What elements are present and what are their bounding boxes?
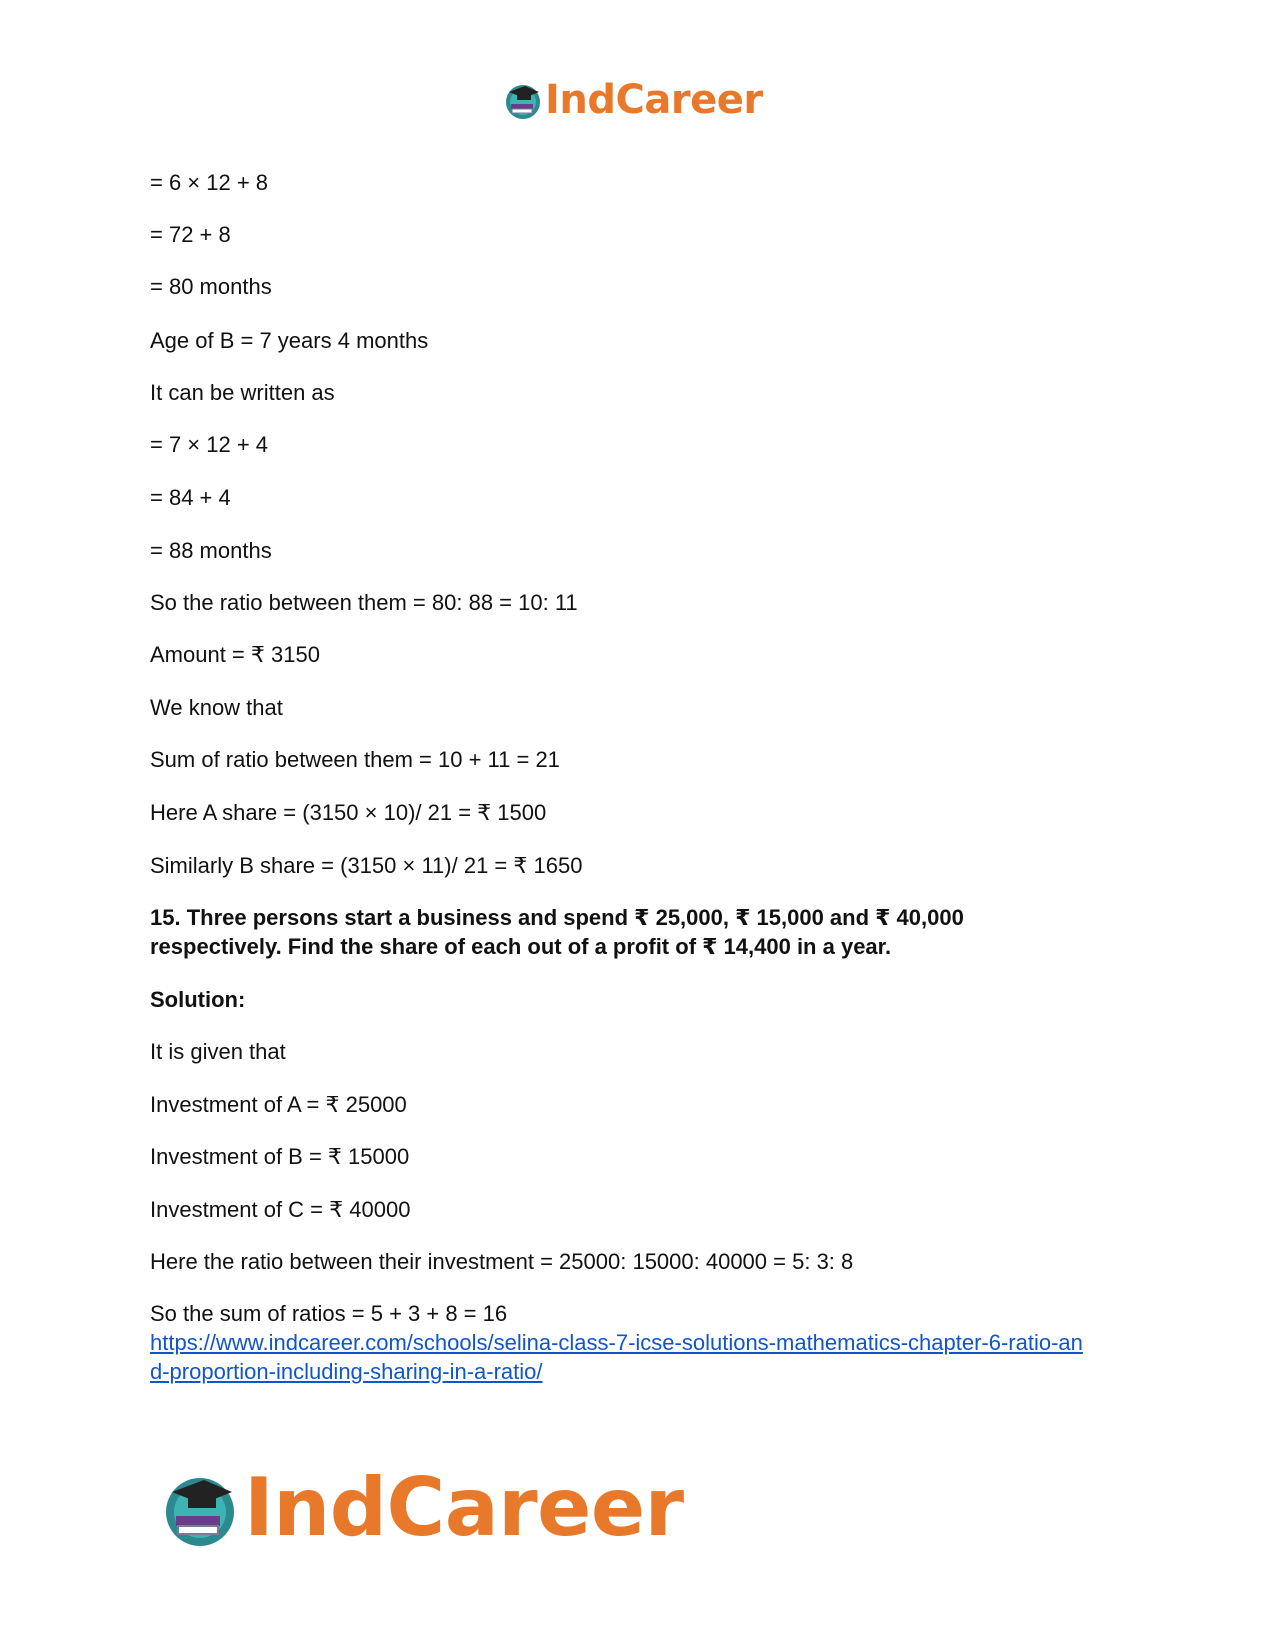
text-line: Here the ratio between their investment = 25000: 15000: 40000 = 5: 3: 8 — [150, 1249, 854, 1274]
header-logo — [503, 77, 763, 123]
source-link-line-1[interactable]: https://www.indcareer.com/schools/selina-class-7-icse-solutions-mathematics-chapter-6-ratio-an — [150, 1330, 1083, 1355]
text-line: We know that — [150, 695, 283, 720]
text-line: Investment of A = ₹ 25000 — [150, 1092, 407, 1117]
math-line: = 72 + 8 — [150, 222, 231, 247]
footer-logo — [160, 1461, 684, 1554]
brand-name: IndCareer — [244, 1461, 684, 1554]
text-line: Here A share = (3150 × 10)/ 21 = ₹ 1500 — [150, 800, 547, 825]
text-line: Sum of ratio between them = 10 + 11 = 21 — [150, 747, 560, 772]
math-line: = 84 + 4 — [150, 485, 231, 510]
question-line: respectively. Find the share of each out of a profit of ₹ 14,400 in a year. — [150, 934, 892, 959]
source-link[interactable] — [150, 1357, 543, 1387]
math-line: = 6 × 12 + 8 — [150, 170, 269, 195]
text-line: Similarly B share = (3150 × 11)/ 21 = ₹ 1650 — [150, 853, 583, 878]
brand-name: IndCareer — [545, 77, 763, 123]
math-line: = 80 months — [150, 274, 272, 299]
text-line: Investment of B = ₹ 15000 — [150, 1144, 410, 1169]
text-line: Age of B = 7 years 4 months — [150, 328, 429, 353]
question-line: 15. Three persons start a business and spend ₹ 25,000, ₹ 15,000 and ₹ 40,000 — [150, 905, 964, 930]
text-line: Amount = ₹ 3150 — [150, 642, 320, 667]
math-line: = 7 × 12 + 4 — [150, 432, 269, 457]
text-line: So the ratio between them = 80: 88 = 10: 11 — [150, 590, 578, 615]
graduation-cap-books-icon — [503, 80, 543, 120]
source-link[interactable] — [150, 1328, 1083, 1358]
source-link-line-2[interactable]: d-proportion-including-sharing-in-a-ratio/ — [150, 1359, 543, 1384]
text-line: So the sum of ratios = 5 + 3 + 8 = 16 — [150, 1301, 508, 1326]
math-line: = 88 months — [150, 538, 272, 563]
text-line: It can be written as — [150, 380, 335, 405]
solution-heading: Solution: — [150, 987, 246, 1012]
text-line: Investment of C = ₹ 40000 — [150, 1197, 411, 1222]
text-line: It is given that — [150, 1039, 286, 1064]
graduation-cap-books-icon — [160, 1468, 240, 1548]
